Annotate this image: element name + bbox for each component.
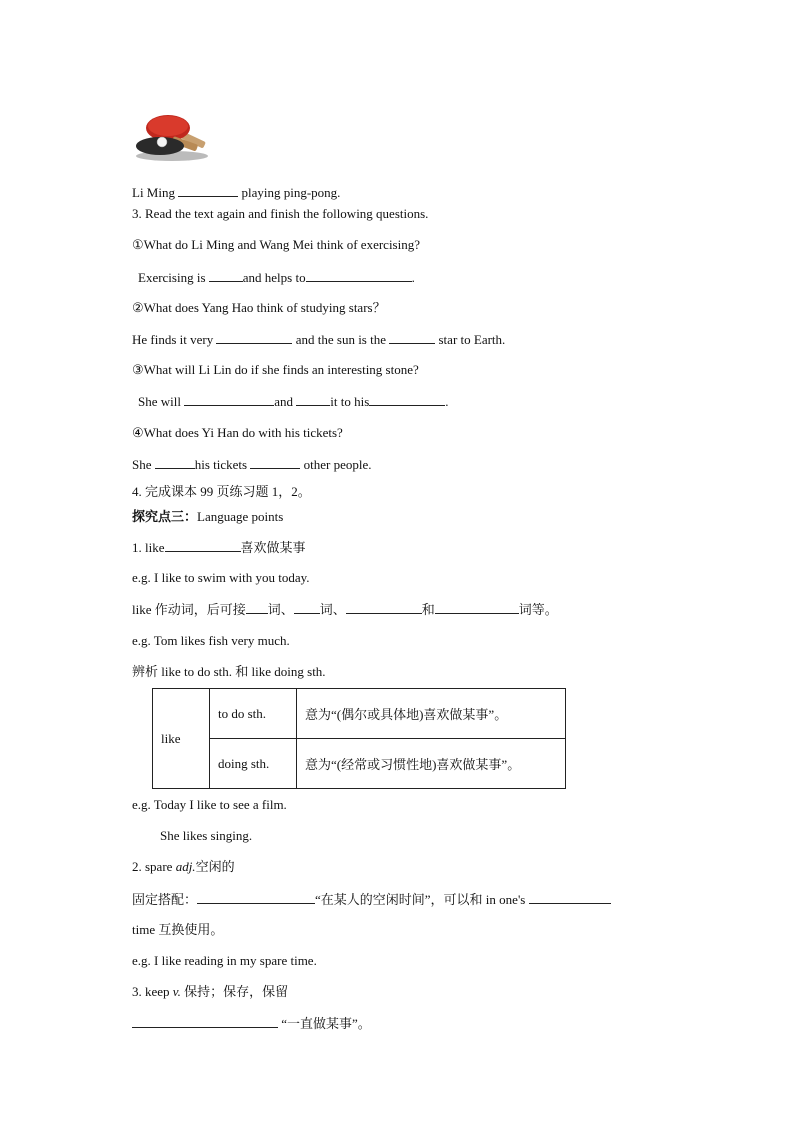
answer-4 <box>132 456 371 473</box>
table-cell: 意为“(经常或习惯性地)喜欢做某事”。 <box>297 739 566 789</box>
answer-2 <box>132 331 505 348</box>
question-2: ②What does Yang Hao think of studying stars？ <box>132 300 386 315</box>
text: 固定搭配： <box>132 892 198 907</box>
text: 和 <box>421 602 435 617</box>
part-of-speech: adj. <box>175 859 196 874</box>
text: 词、 <box>319 602 346 617</box>
blank-field[interactable] <box>132 1015 278 1028</box>
keep-line <box>132 1015 371 1032</box>
text: 喜欢做某事 <box>240 540 306 555</box>
blank-field[interactable] <box>529 891 611 904</box>
table-row <box>153 689 566 739</box>
text: She <box>132 457 155 472</box>
part-of-speech: v. <box>172 984 181 999</box>
text: and <box>274 394 297 409</box>
fixed-collocation-2: time 互换使用。 <box>132 922 224 937</box>
example-3: e.g. Today I like to see a film. <box>132 797 287 812</box>
blank-field[interactable] <box>155 456 195 469</box>
text: star to Earth. <box>435 332 506 347</box>
example-2: e.g. Tom likes fish very much. <box>132 633 290 648</box>
text: 2. spare <box>132 859 176 874</box>
explore-heading <box>132 509 283 526</box>
point-2 <box>132 859 235 875</box>
text: and helps to <box>242 270 306 285</box>
text: 空闲的 <box>195 859 235 874</box>
blank-field[interactable] <box>246 601 268 614</box>
liming-line <box>132 184 340 201</box>
text: . <box>445 394 449 409</box>
blank-field[interactable] <box>184 393 274 406</box>
example-4: e.g. I like reading in my spare time. <box>132 953 317 968</box>
text: 词等。 <box>518 602 558 617</box>
text: his tickets <box>194 457 251 472</box>
text: He finds it very <box>132 332 217 347</box>
blank-field[interactable] <box>435 601 519 614</box>
blank-field[interactable] <box>389 331 435 344</box>
text: and the sun is the <box>292 332 390 347</box>
compare-heading: 辨析 like to do sth. 和 like doing sth. <box>132 664 326 679</box>
blank-field[interactable] <box>296 393 330 406</box>
blank-field[interactable] <box>306 269 412 282</box>
section-3-title: 3. Read the text again and finish the following questions. <box>132 206 429 221</box>
table-row <box>153 739 566 789</box>
text: . <box>411 270 415 285</box>
answer-3 <box>138 393 449 410</box>
blank-field[interactable] <box>178 184 238 197</box>
blank-field[interactable] <box>369 393 445 406</box>
blank-field[interactable] <box>250 456 300 469</box>
text: playing ping-pong. <box>238 185 341 200</box>
text: She will <box>138 394 185 409</box>
table-cell: doing sth. <box>210 739 297 789</box>
comparison-table <box>152 688 566 789</box>
text: 1. like <box>132 540 165 555</box>
table-head-cell: like <box>153 689 210 789</box>
point-1 <box>132 539 306 556</box>
text: “一直做某事”。 <box>281 1016 371 1031</box>
text: 3. keep <box>132 984 173 999</box>
text: “在某人的空闲时间”，可以和 in one's <box>315 892 529 907</box>
text: it to his <box>330 394 370 409</box>
point-3 <box>132 984 288 1000</box>
example-3b: She likes singing. <box>160 828 253 843</box>
table-cell: 意为“(偶尔或具体地)喜欢做某事”。 <box>297 689 566 739</box>
blank-field[interactable] <box>294 601 320 614</box>
text: like 作动词，后可接 <box>132 602 246 617</box>
text: 保持；保存，保留 <box>180 984 289 999</box>
question-1: ①What do Li Ming and Wang Mei think of exercising? <box>132 237 420 252</box>
question-3: ③What will Li Lin do if she finds an interesting stone? <box>132 362 419 377</box>
text: other people. <box>300 457 372 472</box>
table-cell: to do sth. <box>210 689 297 739</box>
text: Language points <box>197 509 284 524</box>
task-4: 4. 完成课本 99 页练习题 1，2。 <box>132 484 311 499</box>
fixed-collocation <box>132 891 611 908</box>
blank-field[interactable] <box>216 331 292 344</box>
text: 词、 <box>267 602 294 617</box>
example-1: e.g. I like to swim with you today. <box>132 570 310 585</box>
like-note <box>132 601 558 618</box>
blank-field[interactable] <box>165 539 241 552</box>
answer-1 <box>138 269 415 286</box>
text: Li Ming <box>132 185 175 200</box>
blank-field[interactable] <box>346 601 422 614</box>
text: Exercising is <box>138 270 209 285</box>
heading-label: 探究点三： <box>132 510 198 525</box>
blank-field[interactable] <box>197 891 315 904</box>
question-4: ④What does Yi Han do with his tickets? <box>132 425 343 440</box>
ping-pong-paddle-icon <box>134 112 210 162</box>
blank-field[interactable] <box>209 269 243 282</box>
